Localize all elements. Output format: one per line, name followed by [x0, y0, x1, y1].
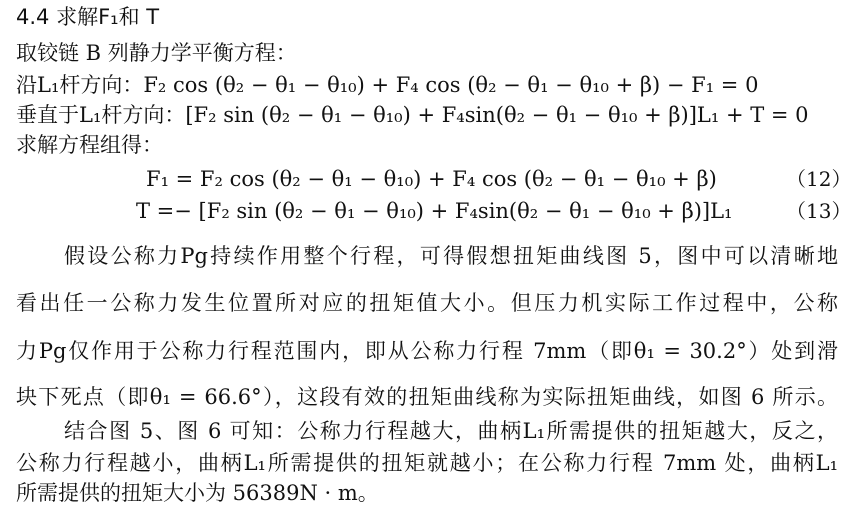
intro-text: 取铰链 B 列静力学平衡方程：: [16, 41, 297, 65]
equation-12: F₁ = F₂ cos (θ₂ − θ₁ − θ₁₀) + F₄ cos (θ₂ − θ₁ − θ₁₀ + β): [146, 167, 717, 191]
paragraph-2-line-3: 所需提供的扭矩大小为 56389N · m。: [16, 481, 379, 505]
paragraph-1-line-1: 假设公称力Pg持续作用整个行程，可得假想扭矩曲线图 5，图中可以清晰地: [64, 244, 838, 268]
equation-perpendicular-L1: 垂直于L₁杆方向：[F₂ sin (θ₂ − θ₁ − θ₁₀) + F₄sin(θ₂ − θ₁ − θ₁₀ + β)]L₁ + T = 0: [16, 103, 809, 127]
paragraph-1-line-2: 看出任一公称力发生位置所对应的扭矩值大小。但压力机实际工作过程中，公称: [16, 291, 838, 315]
equation-13-number: （13）: [786, 199, 852, 223]
section-heading: 4.4 求解F₁和 T: [16, 5, 160, 29]
paragraph-2-line-1: 结合图 5、图 6 可知：公称力行程越大，曲柄L₁所需提供的扭矩越大，反之，: [64, 419, 838, 443]
paragraph-1-line-3: 力Pg仅作用于公称力行程范围内，即从公称力行程 7mm（即θ₁ = 30.2°）处到滑: [16, 339, 838, 363]
solve-intro-text: 求解方程组得：: [16, 133, 163, 157]
equation-12-number: （12）: [786, 167, 852, 191]
equation-13: T =− [F₂ sin (θ₂ − θ₁ − θ₁₀) + F₄sin(θ₂ − θ₁ − θ₁₀ + β)]L₁: [136, 199, 733, 223]
paragraph-1-line-4: 块下死点（即θ₁ = 66.6°），这段有效的扭矩曲线称为实际扭矩曲线，如图 6 所示。: [16, 385, 838, 409]
paragraph-2-line-2: 公称力行程越小，曲柄L₁所需提供的扭矩就越小；在公称力行程 7mm 处，曲柄L₁: [16, 451, 838, 475]
equation-along-L1: 沿L₁杆方向：F₂ cos (θ₂ − θ₁ − θ₁₀) + F₄ cos (θ₂ − θ₁ − θ₁₀ + β) − F₁ = 0: [16, 73, 759, 97]
